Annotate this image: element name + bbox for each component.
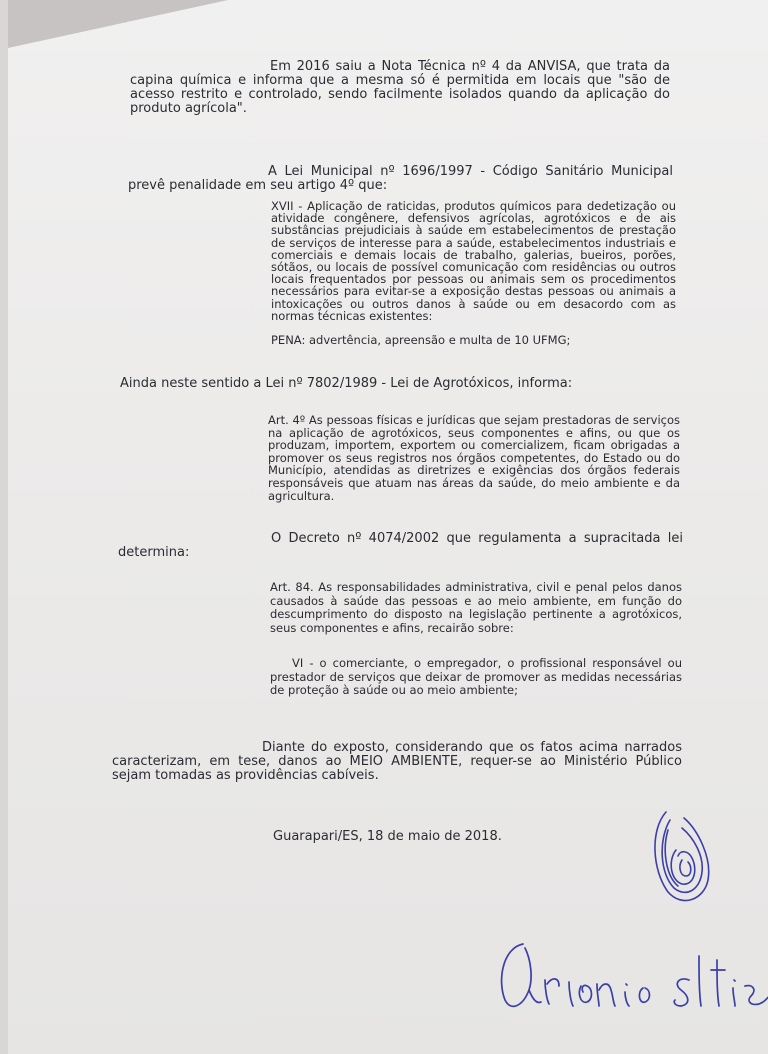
date-line: Guarapari/ES, 18 de maio de 2018. <box>273 829 502 844</box>
quote-art-4: Art. 4º As pessoas físicas e jurídicas que sejam prestadoras de serviços na aplicação de agrotóxicos, seus componentes e afins, ou que os produzam, importem, exportem ou comercializem, ficam obrigadas a promover os seus registros nos órgãos competentes, do Estado ou do Município, atendidas as diretrizes e exigências dos órgãos federais responsáveis que atuam nas áreas da saúde, do meio ambiente e da agricultura. <box>268 413 680 503</box>
quote-pena: PENA: advertência, apreensão e multa de 10 UFMG; <box>271 333 571 347</box>
paragraph-conclusao: Diante do exposto, considerando que os fatos acima narrados caracterizam, em tese, danos ao MEIO AMBIENTE, requer-se ao Ministério Público sejam tomadas as providências cabíveis. <box>112 740 682 783</box>
handwritten-signature <box>493 930 768 1020</box>
quote-vi: VI - o comerciante, o empregador, o profissional responsável ou prestador de serviços que deixar de promover as medidas necessárias de proteção à saúde ou ao meio ambiente; <box>270 656 682 698</box>
paragraph-decreto: O Decreto nº 4074/2002 que regulamenta a supracitada lei determina: <box>118 531 683 560</box>
quote-xvii: XVII - Aplicação de raticidas, produtos químicos para dedetização ou atividade congênere, defensivos agrícolas, agrotóxicos e de ais substâncias prejudiciais à saúde em estabelecimentos de prestação de serviços de interesse para a saúde, estabelecimentos industriais e comerciais e demais locais de trabalho, galerias, bueiros, porões, sótãos, ou locais de possível comunicação com residências ou outros locais frequentados por pessoas ou animais sem os procedimentos necessários para evitar-se a exposição destas pessoas ou animais a intoxicações ou outros danos à saúde ou em desacordo com as normas técnicas existentes: <box>271 199 676 323</box>
paragraph-anvisa: Em 2016 saiu a Nota Técnica nº 4 da ANVISA, que trata da capina química e informa que a mesma só é permitida em locais que "são de acesso restrito e controlado, sendo facilmente isolados quando da aplicação do produto agrícola". <box>130 59 670 116</box>
document-page <box>8 0 768 1054</box>
paragraph-lei-municipal: A Lei Municipal nº 1696/1997 - Código Sanitário Municipal prevê penalidade em seu artigo 4º que: <box>128 164 673 193</box>
quote-art-84: Art. 84. As responsabilidades administrativa, civil e penal pelos danos causados à saúde das pessoas e ao meio ambiente, em função do descumprimento do disposto na legislação pertinente a agrotóxicos, seus componentes e afins, recairão sobre: <box>270 580 682 635</box>
initials-scribble <box>648 800 716 910</box>
paragraph-lei-agrotoxicos: Ainda neste sentido a Lei nº 7802/1989 - Lei de Agrotóxicos, informa: <box>120 376 573 391</box>
torn-corner <box>8 0 228 48</box>
